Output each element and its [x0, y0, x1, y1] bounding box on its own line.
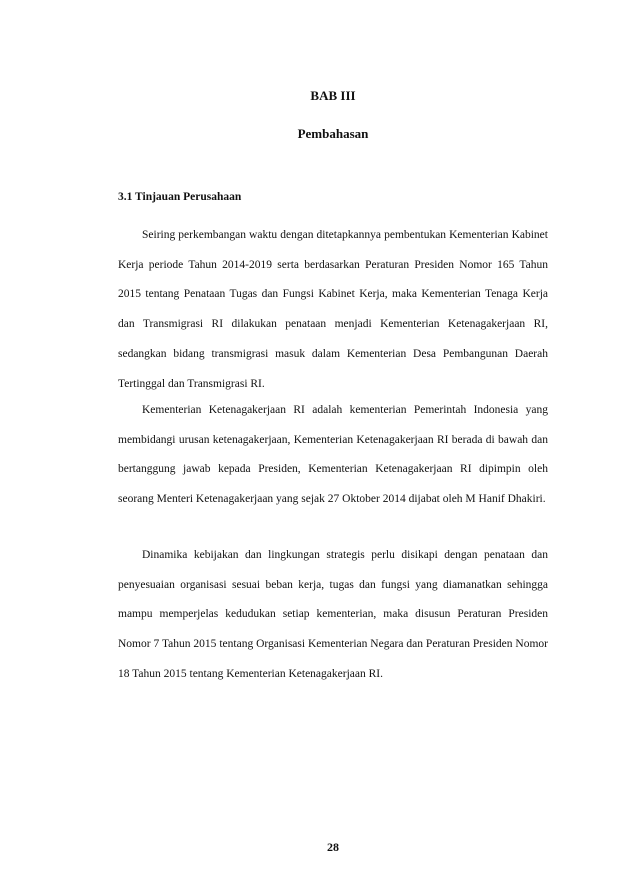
paragraph-2: Kementerian Ketenagakerjaan RI adalah kementerian Pemerintah Indonesia yang membidangi urusan ketenagakerjaan, Kementerian Ketenagakerjaan RI berada di bawah dan bertanggung jawab kepada Presiden, Kementerian Ketenagakerjaan RI dipimpin oleh seorang Menteri Ketenagakerjaan yang sejak 27 Oktober 2014 dijabat oleh M Hanif Dhakiri.: [118, 404, 548, 506]
section-heading: 3.1 Tinjauan Perusahaan: [118, 191, 242, 203]
page-number: 28: [327, 840, 339, 854]
paragraph-3: Dinamika kebijakan dan lingkungan strategis perlu disikapi dengan penataan dan penyesuaian organisasi sesuai beban kerja, tugas dan fungsi yang diamanatkan sehingga mampu memperjelas kedudukan setiap kementerian, maka disusun Peraturan Presiden Nomor 7 Tahun 2015 tentang Organisasi Kementerian Negara dan Peraturan Presiden Nomor 18 Tahun 2015 tentang Kementerian Ketenagakerjaan RI.: [118, 549, 548, 680]
chapter-subtitle: Pembahasan: [297, 126, 369, 141]
paragraph-1: Seiring perkembangan waktu dengan ditetapkannya pembentukan Kementerian Kabinet Kerja periode Tahun 2014-2019 serta berdasarkan Peraturan Presiden Nomor 165 Tahun 2015 tentang Penataan Tugas dan Fungsi Kabinet Kerja, maka Kementerian Tenaga Kerja dan Transmigrasi RI dilakukan penataan menjadi Kementerian Ketenagakerjaan RI, sedangkan bidang transmigrasi masuk dalam Kementerian Desa Pembangunan Daerah Tertinggal dan Transmigrasi RI.: [118, 229, 548, 390]
chapter-title: BAB III: [310, 88, 356, 103]
